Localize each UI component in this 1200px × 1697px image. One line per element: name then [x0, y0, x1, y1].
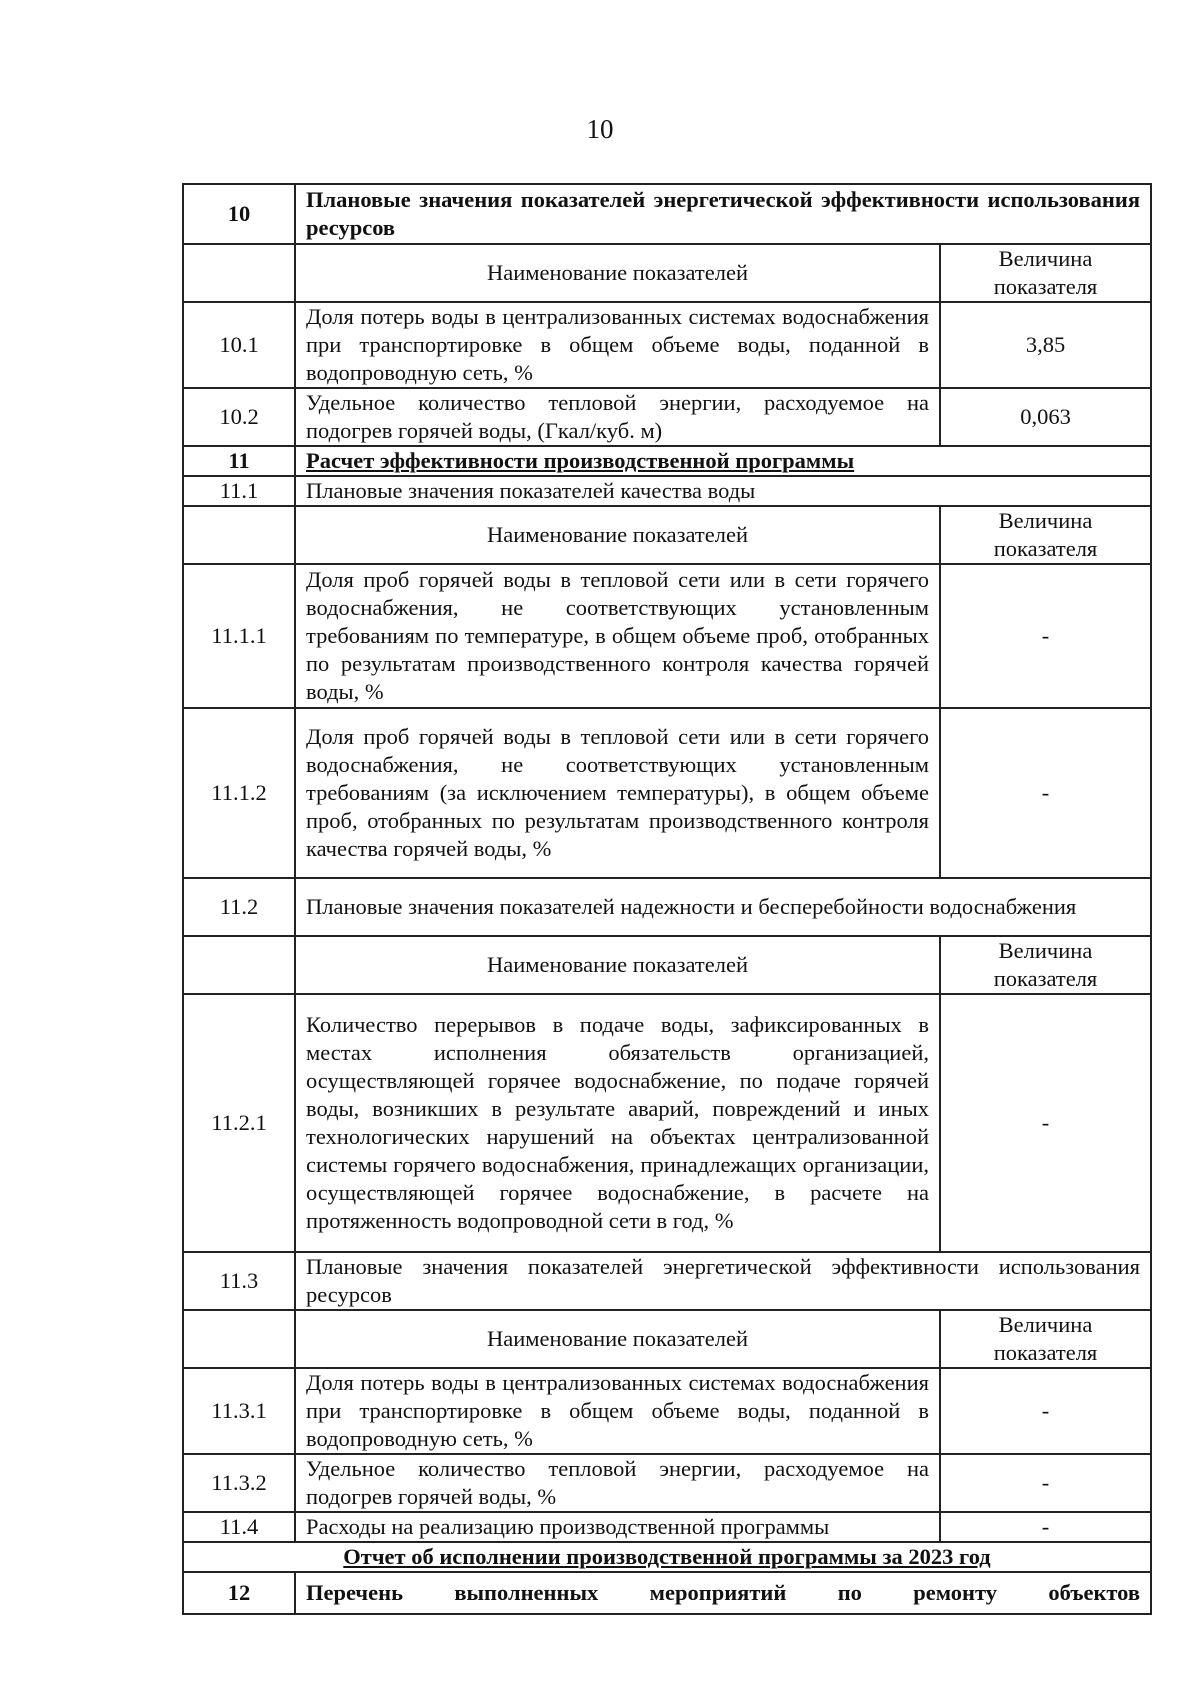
value-header: Величина показателя [940, 1310, 1151, 1368]
row-number: 11.4 [183, 1512, 295, 1542]
table-row [183, 184, 1151, 244]
row-number: 11.3 [183, 1252, 295, 1310]
indicator-value: - [940, 708, 1151, 878]
section-title-text: Расчет эффективности производственной программы [306, 448, 855, 473]
table-header-row [183, 936, 1151, 994]
report-heading-text: Отчет об исполнении производственной программы за 2023 год [343, 1544, 991, 1569]
row-number: 11.3.2 [183, 1454, 295, 1512]
table-row [183, 388, 1151, 446]
indicator-name: Доля проб горячей воды в тепловой сети или в сети горячего водоснабжения, не соответствующих установленным требованиям по температуре, в общем объеме проб, отобранных по результатам производственного контроля качества горячей воды, % [295, 564, 940, 708]
row-number: 11.1.2 [183, 708, 295, 878]
name-header: Наименование показателей [295, 1310, 940, 1368]
row-number: 11.2.1 [183, 994, 295, 1252]
indicator-value: 3,85 [940, 302, 1151, 388]
indicator-name: Доля потерь воды в централизованных системах водоснабжения при транспортировке в общем объеме воды, поданной в водопроводную сеть, % [295, 1368, 940, 1454]
section-title [295, 446, 1151, 476]
indicator-value: - [940, 1454, 1151, 1512]
name-header: Наименование показателей [295, 936, 940, 994]
indicator-name: Доля проб горячей воды в тепловой сети или в сети горячего водоснабжения, не соответствующих установленным требованиям (за исключением температуры), в общем объеме проб, отобранных по результатам производственного контроля качества горячей воды, % [295, 708, 940, 878]
table-row [183, 302, 1151, 388]
table-row [183, 1454, 1151, 1512]
section-title: Плановые значения показателей энергетической эффективности использования ресурсов [295, 184, 1151, 244]
page-number: 10 [586, 114, 614, 144]
indicator-value: - [940, 1512, 1151, 1542]
name-header: Наименование показателей [295, 244, 940, 302]
indicator-value: - [940, 564, 1151, 708]
row-number: 11.2 [183, 878, 295, 936]
subsection-title: Плановые значения показателей качества воды [295, 476, 1151, 506]
indicator-name: Доля потерь воды в централизованных системах водоснабжения при транспортировке в общем объеме воды, поданной в водопроводную сеть, % [295, 302, 940, 388]
table-header-row [183, 1310, 1151, 1368]
name-header: Наименование показателей [295, 506, 940, 564]
table-row [183, 1252, 1151, 1310]
table-row [183, 994, 1151, 1252]
indicator-value: - [940, 994, 1151, 1252]
empty-cell [183, 506, 295, 564]
indicators-table [182, 183, 1152, 1615]
table-row [183, 1512, 1151, 1542]
empty-cell [183, 244, 295, 302]
row-number: 10.2 [183, 388, 295, 446]
indicator-value: 0,063 [940, 388, 1151, 446]
indicator-name: Удельное количество тепловой энергии, расходуемое на подогрев горячей воды, (Гкал/куб. м) [295, 388, 940, 446]
empty-cell [183, 936, 295, 994]
report-heading [183, 1542, 1151, 1572]
section-title: Перечень выполненных мероприятий по ремонту объектов [295, 1572, 1151, 1614]
table-header-row [183, 244, 1151, 302]
row-number: 10 [183, 184, 295, 244]
table-row [183, 564, 1151, 708]
row-number: 11.1.1 [183, 564, 295, 708]
row-number: 12 [183, 1572, 295, 1614]
indicator-name: Количество перерывов в подаче воды, зафиксированных в местах исполнения обязательств организацией, осуществляющей горячее водоснабжение, по подаче горячей воды, возникших в результате аварий, повреждений и иных технологических нарушений на объектах централизованной системы горячего водоснабжения, принадлежащих организации, осуществляющей горячее водоснабжение, в расчете на протяженность водопроводной сети в год, % [295, 994, 940, 1252]
row-number: 11.3.1 [183, 1368, 295, 1454]
table-row [183, 708, 1151, 878]
table-row [183, 1572, 1151, 1614]
table-row [183, 446, 1151, 476]
value-header: Величина показателя [940, 506, 1151, 564]
indicator-value: - [940, 1368, 1151, 1454]
indicator-name: Расходы на реализацию производственной программы [295, 1512, 940, 1542]
value-header: Величина показателя [940, 936, 1151, 994]
table-row [183, 476, 1151, 506]
table-header-row [183, 506, 1151, 564]
value-header: Величина показателя [940, 244, 1151, 302]
empty-cell [183, 1310, 295, 1368]
row-number: 11 [183, 446, 295, 476]
row-number: 11.1 [183, 476, 295, 506]
subsection-title: Плановые значения показателей энергетической эффективности использования ресурсов [295, 1252, 1151, 1310]
table-row [183, 1368, 1151, 1454]
table-row [183, 878, 1151, 936]
row-number: 10.1 [183, 302, 295, 388]
report-heading-row [183, 1542, 1151, 1572]
subsection-title: Плановые значения показателей надежности и бесперебойности водоснабжения [295, 878, 1151, 936]
indicator-name: Удельное количество тепловой энергии, расходуемое на подогрев горячей воды, % [295, 1454, 940, 1512]
